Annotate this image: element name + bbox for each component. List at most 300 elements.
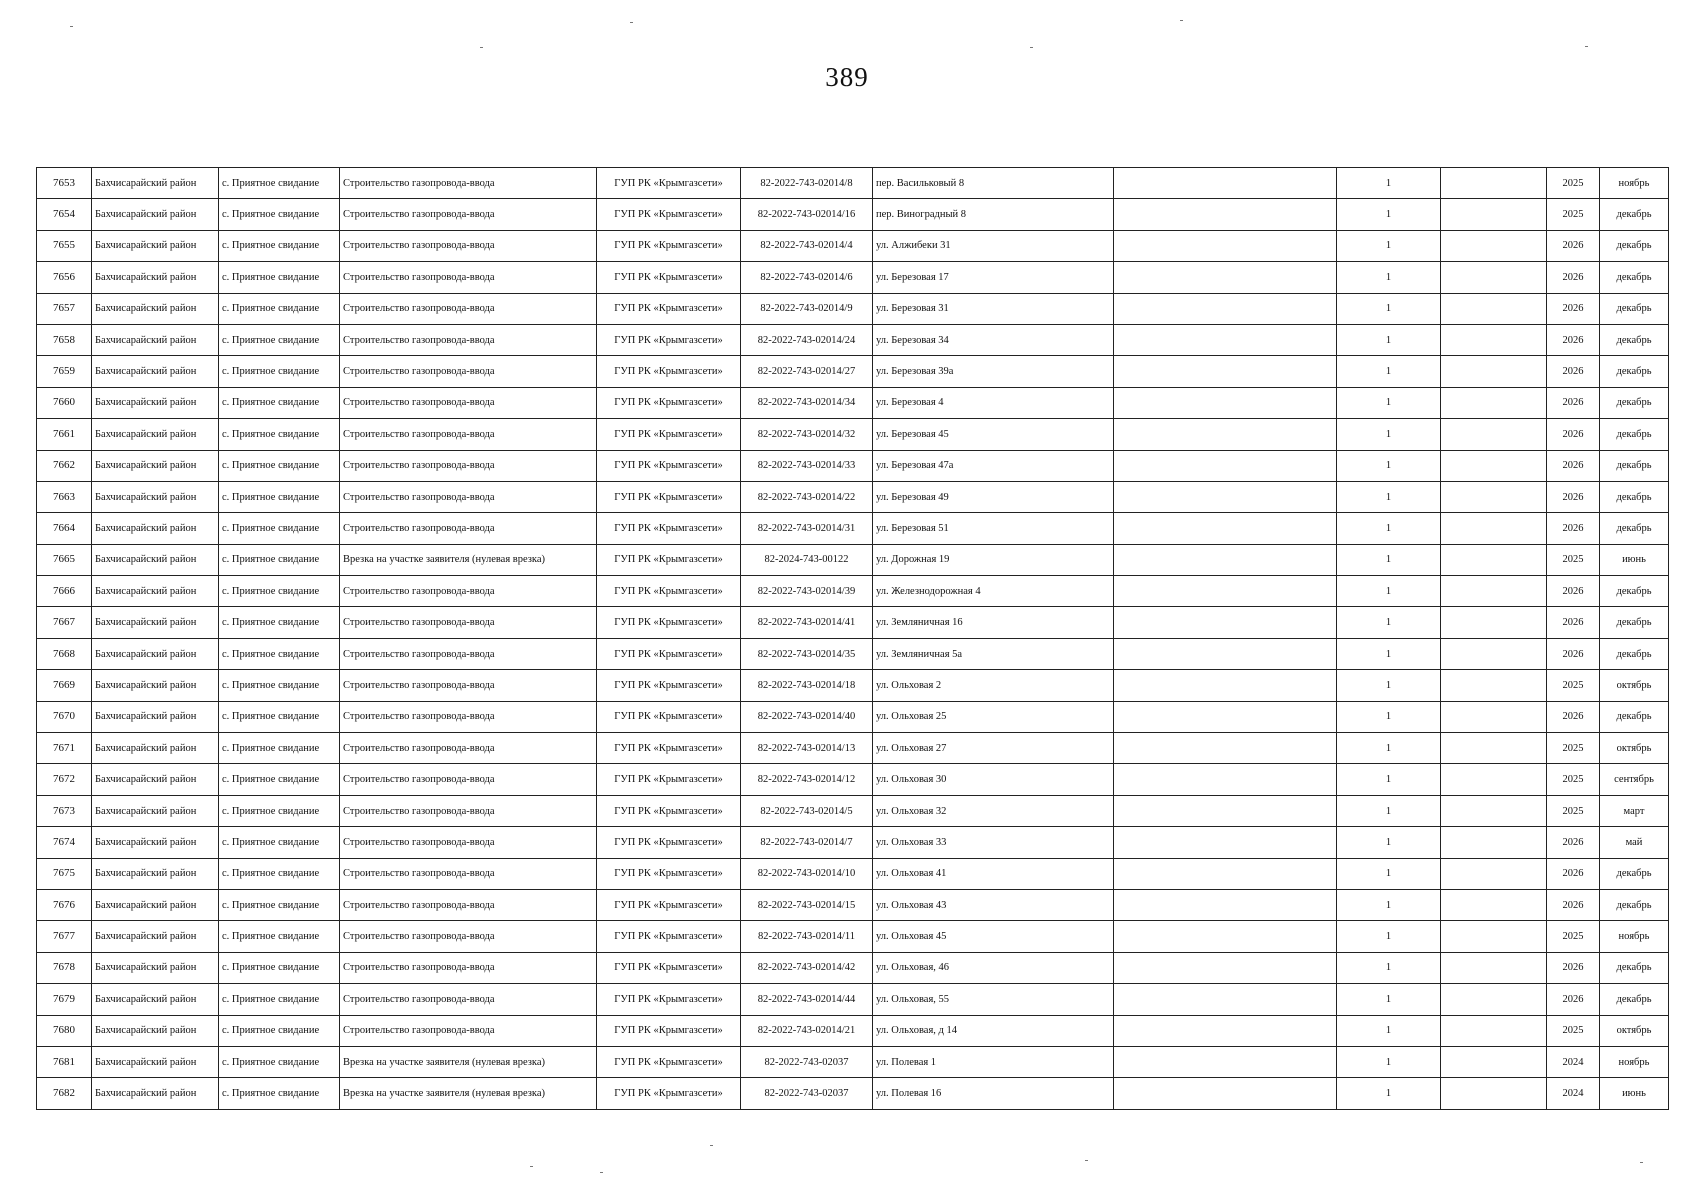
table-row	[37, 827, 1669, 858]
scan-speck	[70, 26, 73, 27]
cell-month: декабрь	[1600, 576, 1669, 607]
cell-district: Бахчисарайский район	[92, 607, 219, 638]
cell-work-type: Строительство газопровода-ввода	[340, 576, 597, 607]
cell-empty	[1441, 638, 1547, 669]
cell-row-number: 7673	[37, 795, 92, 826]
cell-row-number: 7658	[37, 324, 92, 355]
cell-empty	[1114, 607, 1337, 638]
cell-quantity: 1	[1337, 262, 1441, 293]
cell-quantity: 1	[1337, 481, 1441, 512]
cell-empty	[1114, 1078, 1337, 1109]
table-row	[37, 230, 1669, 261]
cell-quantity: 1	[1337, 356, 1441, 387]
cell-empty	[1441, 576, 1547, 607]
table-row	[37, 733, 1669, 764]
register-table	[36, 167, 1669, 1110]
page-number: 389	[825, 62, 869, 92]
cell-empty	[1441, 513, 1547, 544]
cell-year: 2025	[1547, 199, 1600, 230]
cell-project-code: 82-2022-743-02014/16	[741, 199, 873, 230]
cell-month: декабрь	[1600, 889, 1669, 920]
cell-work-type: Строительство газопровода-ввода	[340, 481, 597, 512]
cell-row-number: 7666	[37, 576, 92, 607]
cell-quantity: 1	[1337, 1015, 1441, 1046]
cell-work-type: Строительство газопровода-ввода	[340, 387, 597, 418]
cell-row-number: 7672	[37, 764, 92, 795]
cell-quantity: 1	[1337, 858, 1441, 889]
cell-empty	[1441, 293, 1547, 324]
cell-address: пер. Виноградный 8	[873, 199, 1114, 230]
cell-settlement: с. Приятное свидание	[219, 293, 340, 324]
cell-empty	[1441, 324, 1547, 355]
cell-organization: ГУП РК «Крымгазсети»	[597, 544, 741, 575]
cell-district: Бахчисарайский район	[92, 638, 219, 669]
table-row	[37, 387, 1669, 418]
cell-settlement: с. Приятное свидание	[219, 262, 340, 293]
scan-speck	[1585, 46, 1588, 47]
cell-empty	[1441, 701, 1547, 732]
table-row	[37, 1078, 1669, 1109]
cell-empty	[1114, 952, 1337, 983]
cell-project-code: 82-2022-743-02037	[741, 1046, 873, 1077]
cell-empty	[1441, 450, 1547, 481]
cell-year: 2026	[1547, 607, 1600, 638]
cell-work-type: Врезка на участке заявителя (нулевая врезка)	[340, 544, 597, 575]
cell-month: декабрь	[1600, 513, 1669, 544]
cell-work-type: Строительство газопровода-ввода	[340, 607, 597, 638]
table-row	[37, 670, 1669, 701]
cell-district: Бахчисарайский район	[92, 544, 219, 575]
cell-year: 2026	[1547, 230, 1600, 261]
cell-work-type: Строительство газопровода-ввода	[340, 293, 597, 324]
cell-year: 2026	[1547, 481, 1600, 512]
cell-month: декабрь	[1600, 701, 1669, 732]
cell-project-code: 82-2022-743-02014/15	[741, 889, 873, 920]
cell-district: Бахчисарайский район	[92, 670, 219, 701]
cell-organization: ГУП РК «Крымгазсети»	[597, 419, 741, 450]
cell-project-code: 82-2022-743-02014/27	[741, 356, 873, 387]
cell-row-number: 7664	[37, 513, 92, 544]
table-row	[37, 984, 1669, 1015]
cell-empty	[1441, 1015, 1547, 1046]
scan-speck	[1030, 47, 1033, 48]
cell-month: декабрь	[1600, 293, 1669, 324]
cell-empty	[1441, 733, 1547, 764]
cell-quantity: 1	[1337, 1046, 1441, 1077]
cell-month: декабрь	[1600, 199, 1669, 230]
cell-address: ул. Ольховая 43	[873, 889, 1114, 920]
cell-work-type: Строительство газопровода-ввода	[340, 984, 597, 1015]
cell-organization: ГУП РК «Крымгазсети»	[597, 199, 741, 230]
cell-month: декабрь	[1600, 262, 1669, 293]
cell-district: Бахчисарайский район	[92, 293, 219, 324]
cell-empty	[1441, 356, 1547, 387]
cell-month: декабрь	[1600, 984, 1669, 1015]
cell-work-type: Врезка на участке заявителя (нулевая врезка)	[340, 1046, 597, 1077]
cell-district: Бахчисарайский район	[92, 576, 219, 607]
cell-project-code: 82-2022-743-02014/13	[741, 733, 873, 764]
cell-quantity: 1	[1337, 544, 1441, 575]
cell-work-type: Строительство газопровода-ввода	[340, 513, 597, 544]
cell-row-number: 7653	[37, 168, 92, 199]
cell-year: 2025	[1547, 921, 1600, 952]
cell-address: ул. Березовая 34	[873, 324, 1114, 355]
cell-organization: ГУП РК «Крымгазсети»	[597, 670, 741, 701]
cell-quantity: 1	[1337, 795, 1441, 826]
cell-settlement: с. Приятное свидание	[219, 795, 340, 826]
cell-district: Бахчисарайский район	[92, 889, 219, 920]
cell-quantity: 1	[1337, 984, 1441, 1015]
table-row	[37, 952, 1669, 983]
cell-settlement: с. Приятное свидание	[219, 733, 340, 764]
cell-work-type: Строительство газопровода-ввода	[340, 921, 597, 952]
cell-month: июнь	[1600, 1078, 1669, 1109]
cell-month: декабрь	[1600, 607, 1669, 638]
cell-project-code: 82-2022-743-02014/5	[741, 795, 873, 826]
register-body	[37, 168, 1669, 1110]
table-row	[37, 576, 1669, 607]
cell-organization: ГУП РК «Крымгазсети»	[597, 576, 741, 607]
cell-empty	[1441, 889, 1547, 920]
cell-year: 2026	[1547, 984, 1600, 1015]
cell-row-number: 7680	[37, 1015, 92, 1046]
cell-year: 2025	[1547, 670, 1600, 701]
cell-address: ул. Ольховая 27	[873, 733, 1114, 764]
cell-project-code: 82-2022-743-02014/33	[741, 450, 873, 481]
cell-empty	[1114, 1046, 1337, 1077]
cell-empty	[1114, 293, 1337, 324]
cell-organization: ГУП РК «Крымгазсети»	[597, 513, 741, 544]
cell-organization: ГУП РК «Крымгазсети»	[597, 168, 741, 199]
cell-empty	[1114, 889, 1337, 920]
cell-quantity: 1	[1337, 764, 1441, 795]
cell-empty	[1114, 450, 1337, 481]
table-row	[37, 795, 1669, 826]
cell-organization: ГУП РК «Крымгазсети»	[597, 889, 741, 920]
cell-empty	[1441, 795, 1547, 826]
cell-work-type: Строительство газопровода-ввода	[340, 230, 597, 261]
cell-address: ул. Березовая 31	[873, 293, 1114, 324]
cell-work-type: Строительство газопровода-ввода	[340, 889, 597, 920]
cell-month: ноябрь	[1600, 168, 1669, 199]
cell-month: октябрь	[1600, 670, 1669, 701]
cell-settlement: с. Приятное свидание	[219, 576, 340, 607]
cell-empty	[1441, 419, 1547, 450]
cell-row-number: 7663	[37, 481, 92, 512]
table-row	[37, 199, 1669, 230]
cell-year: 2026	[1547, 701, 1600, 732]
cell-row-number: 7675	[37, 858, 92, 889]
cell-quantity: 1	[1337, 387, 1441, 418]
cell-row-number: 7660	[37, 387, 92, 418]
cell-organization: ГУП РК «Крымгазсети»	[597, 387, 741, 418]
cell-district: Бахчисарайский район	[92, 701, 219, 732]
cell-organization: ГУП РК «Крымгазсети»	[597, 607, 741, 638]
cell-work-type: Строительство газопровода-ввода	[340, 450, 597, 481]
cell-row-number: 7682	[37, 1078, 92, 1109]
cell-organization: ГУП РК «Крымгазсети»	[597, 984, 741, 1015]
cell-year: 2026	[1547, 293, 1600, 324]
cell-address: ул. Ольховая 25	[873, 701, 1114, 732]
cell-work-type: Строительство газопровода-ввода	[340, 199, 597, 230]
cell-settlement: с. Приятное свидание	[219, 984, 340, 1015]
cell-row-number: 7665	[37, 544, 92, 575]
cell-district: Бахчисарайский район	[92, 450, 219, 481]
cell-work-type: Строительство газопровода-ввода	[340, 356, 597, 387]
cell-settlement: с. Приятное свидание	[219, 168, 340, 199]
cell-row-number: 7678	[37, 952, 92, 983]
cell-month: декабрь	[1600, 858, 1669, 889]
cell-settlement: с. Приятное свидание	[219, 324, 340, 355]
cell-project-code: 82-2022-743-02037	[741, 1078, 873, 1109]
cell-empty	[1114, 356, 1337, 387]
cell-year: 2026	[1547, 419, 1600, 450]
cell-month: март	[1600, 795, 1669, 826]
cell-settlement: с. Приятное свидание	[219, 544, 340, 575]
cell-district: Бахчисарайский район	[92, 230, 219, 261]
cell-address: ул. Алжибеки 31	[873, 230, 1114, 261]
cell-settlement: с. Приятное свидание	[219, 952, 340, 983]
cell-project-code: 82-2022-743-02014/7	[741, 827, 873, 858]
cell-empty	[1441, 230, 1547, 261]
cell-work-type: Строительство газопровода-ввода	[340, 764, 597, 795]
cell-project-code: 82-2022-743-02014/9	[741, 293, 873, 324]
cell-settlement: с. Приятное свидание	[219, 481, 340, 512]
cell-year: 2026	[1547, 262, 1600, 293]
cell-settlement: с. Приятное свидание	[219, 858, 340, 889]
cell-empty	[1441, 764, 1547, 795]
cell-district: Бахчисарайский район	[92, 324, 219, 355]
cell-month: июнь	[1600, 544, 1669, 575]
cell-district: Бахчисарайский район	[92, 262, 219, 293]
table-row	[37, 889, 1669, 920]
cell-row-number: 7676	[37, 889, 92, 920]
cell-organization: ГУП РК «Крымгазсети»	[597, 921, 741, 952]
cell-organization: ГУП РК «Крымгазсети»	[597, 450, 741, 481]
cell-organization: ГУП РК «Крымгазсети»	[597, 764, 741, 795]
cell-organization: ГУП РК «Крымгазсети»	[597, 1078, 741, 1109]
cell-year: 2026	[1547, 858, 1600, 889]
cell-settlement: с. Приятное свидание	[219, 199, 340, 230]
cell-row-number: 7670	[37, 701, 92, 732]
table-row	[37, 513, 1669, 544]
cell-quantity: 1	[1337, 889, 1441, 920]
cell-address: ул. Березовая 47а	[873, 450, 1114, 481]
cell-empty	[1114, 481, 1337, 512]
cell-project-code: 82-2022-743-02014/31	[741, 513, 873, 544]
cell-row-number: 7659	[37, 356, 92, 387]
cell-address: пер. Васильковый 8	[873, 168, 1114, 199]
cell-settlement: с. Приятное свидание	[219, 419, 340, 450]
cell-district: Бахчисарайский район	[92, 984, 219, 1015]
cell-district: Бахчисарайский район	[92, 168, 219, 199]
cell-address: ул. Полевая 16	[873, 1078, 1114, 1109]
cell-work-type: Строительство газопровода-ввода	[340, 795, 597, 826]
table-row	[37, 921, 1669, 952]
cell-address: ул. Ольховая 45	[873, 921, 1114, 952]
table-row	[37, 1046, 1669, 1077]
table-row	[37, 419, 1669, 450]
cell-project-code: 82-2022-743-02014/22	[741, 481, 873, 512]
cell-district: Бахчисарайский район	[92, 419, 219, 450]
cell-organization: ГУП РК «Крымгазсети»	[597, 701, 741, 732]
cell-district: Бахчисарайский район	[92, 513, 219, 544]
table-row	[37, 168, 1669, 199]
cell-empty	[1114, 984, 1337, 1015]
cell-empty	[1441, 544, 1547, 575]
cell-empty	[1114, 764, 1337, 795]
cell-district: Бахчисарайский район	[92, 1078, 219, 1109]
cell-work-type: Строительство газопровода-ввода	[340, 701, 597, 732]
cell-empty	[1114, 638, 1337, 669]
cell-address: ул. Березовая 49	[873, 481, 1114, 512]
cell-project-code: 82-2022-743-02014/21	[741, 1015, 873, 1046]
cell-quantity: 1	[1337, 607, 1441, 638]
cell-project-code: 82-2022-743-02014/11	[741, 921, 873, 952]
table-row	[37, 544, 1669, 575]
cell-quantity: 1	[1337, 513, 1441, 544]
cell-quantity: 1	[1337, 230, 1441, 261]
cell-district: Бахчисарайский район	[92, 827, 219, 858]
cell-month: декабрь	[1600, 230, 1669, 261]
cell-settlement: с. Приятное свидание	[219, 513, 340, 544]
cell-year: 2026	[1547, 356, 1600, 387]
table-row	[37, 324, 1669, 355]
cell-address: ул. Ольховая 33	[873, 827, 1114, 858]
cell-empty	[1441, 858, 1547, 889]
cell-settlement: с. Приятное свидание	[219, 827, 340, 858]
cell-address: ул. Ольховая, 46	[873, 952, 1114, 983]
cell-project-code: 82-2022-743-02014/41	[741, 607, 873, 638]
cell-year: 2026	[1547, 324, 1600, 355]
cell-empty	[1441, 607, 1547, 638]
cell-row-number: 7657	[37, 293, 92, 324]
cell-empty	[1114, 230, 1337, 261]
cell-row-number: 7674	[37, 827, 92, 858]
cell-district: Бахчисарайский район	[92, 795, 219, 826]
cell-project-code: 82-2022-743-02014/44	[741, 984, 873, 1015]
table-row	[37, 607, 1669, 638]
cell-row-number: 7669	[37, 670, 92, 701]
cell-empty	[1441, 921, 1547, 952]
cell-empty	[1114, 168, 1337, 199]
cell-year: 2025	[1547, 733, 1600, 764]
cell-settlement: с. Приятное свидание	[219, 450, 340, 481]
cell-work-type: Строительство газопровода-ввода	[340, 168, 597, 199]
cell-month: декабрь	[1600, 387, 1669, 418]
table-row	[37, 701, 1669, 732]
cell-settlement: с. Приятное свидание	[219, 356, 340, 387]
cell-empty	[1114, 324, 1337, 355]
cell-quantity: 1	[1337, 324, 1441, 355]
table-row	[37, 293, 1669, 324]
cell-empty	[1441, 952, 1547, 983]
cell-project-code: 82-2022-743-02014/4	[741, 230, 873, 261]
cell-empty	[1114, 419, 1337, 450]
cell-empty	[1441, 387, 1547, 418]
cell-year: 2025	[1547, 544, 1600, 575]
table-row	[37, 1015, 1669, 1046]
cell-row-number: 7681	[37, 1046, 92, 1077]
cell-work-type: Врезка на участке заявителя (нулевая врезка)	[340, 1078, 597, 1109]
cell-organization: ГУП РК «Крымгазсети»	[597, 858, 741, 889]
cell-month: декабрь	[1600, 324, 1669, 355]
cell-district: Бахчисарайский район	[92, 387, 219, 418]
cell-district: Бахчисарайский район	[92, 858, 219, 889]
cell-row-number: 7656	[37, 262, 92, 293]
cell-empty	[1441, 1046, 1547, 1077]
cell-empty	[1114, 827, 1337, 858]
cell-project-code: 82-2022-743-02014/34	[741, 387, 873, 418]
cell-year: 2025	[1547, 168, 1600, 199]
cell-empty	[1114, 858, 1337, 889]
cell-month: сентябрь	[1600, 764, 1669, 795]
cell-work-type: Строительство газопровода-ввода	[340, 952, 597, 983]
cell-work-type: Строительство газопровода-ввода	[340, 324, 597, 355]
cell-quantity: 1	[1337, 701, 1441, 732]
cell-organization: ГУП РК «Крымгазсети»	[597, 952, 741, 983]
cell-month: декабрь	[1600, 952, 1669, 983]
cell-quantity: 1	[1337, 576, 1441, 607]
cell-quantity: 1	[1337, 450, 1441, 481]
cell-quantity: 1	[1337, 168, 1441, 199]
cell-district: Бахчисарайский район	[92, 764, 219, 795]
scan-speck	[600, 1172, 603, 1173]
cell-district: Бахчисарайский район	[92, 921, 219, 952]
cell-year: 2026	[1547, 889, 1600, 920]
cell-organization: ГУП РК «Крымгазсети»	[597, 324, 741, 355]
cell-month: май	[1600, 827, 1669, 858]
cell-district: Бахчисарайский район	[92, 1015, 219, 1046]
cell-settlement: с. Приятное свидание	[219, 230, 340, 261]
cell-row-number: 7662	[37, 450, 92, 481]
cell-address: ул. Железнодорожная 4	[873, 576, 1114, 607]
cell-year: 2025	[1547, 795, 1600, 826]
cell-address: ул. Ольховая, д 14	[873, 1015, 1114, 1046]
cell-settlement: с. Приятное свидание	[219, 638, 340, 669]
cell-project-code: 82-2022-743-02014/6	[741, 262, 873, 293]
table-row	[37, 764, 1669, 795]
cell-address: ул. Березовая 45	[873, 419, 1114, 450]
cell-work-type: Строительство газопровода-ввода	[340, 1015, 597, 1046]
cell-work-type: Строительство газопровода-ввода	[340, 827, 597, 858]
cell-year: 2026	[1547, 513, 1600, 544]
cell-settlement: с. Приятное свидание	[219, 1078, 340, 1109]
cell-address: ул. Березовая 39а	[873, 356, 1114, 387]
cell-empty	[1114, 262, 1337, 293]
scan-speck	[630, 22, 633, 23]
cell-work-type: Строительство газопровода-ввода	[340, 419, 597, 450]
scan-speck	[530, 1166, 533, 1167]
cell-work-type: Строительство газопровода-ввода	[340, 638, 597, 669]
cell-project-code: 82-2022-743-02014/18	[741, 670, 873, 701]
cell-settlement: с. Приятное свидание	[219, 921, 340, 952]
cell-quantity: 1	[1337, 921, 1441, 952]
cell-quantity: 1	[1337, 293, 1441, 324]
cell-year: 2026	[1547, 952, 1600, 983]
cell-empty	[1114, 733, 1337, 764]
cell-project-code: 82-2022-743-02014/8	[741, 168, 873, 199]
cell-project-code: 82-2022-743-02014/12	[741, 764, 873, 795]
cell-row-number: 7679	[37, 984, 92, 1015]
cell-organization: ГУП РК «Крымгазсети»	[597, 481, 741, 512]
cell-project-code: 82-2022-743-02014/35	[741, 638, 873, 669]
cell-row-number: 7654	[37, 199, 92, 230]
cell-organization: ГУП РК «Крымгазсети»	[597, 795, 741, 826]
cell-quantity: 1	[1337, 733, 1441, 764]
cell-settlement: с. Приятное свидание	[219, 387, 340, 418]
cell-year: 2026	[1547, 450, 1600, 481]
